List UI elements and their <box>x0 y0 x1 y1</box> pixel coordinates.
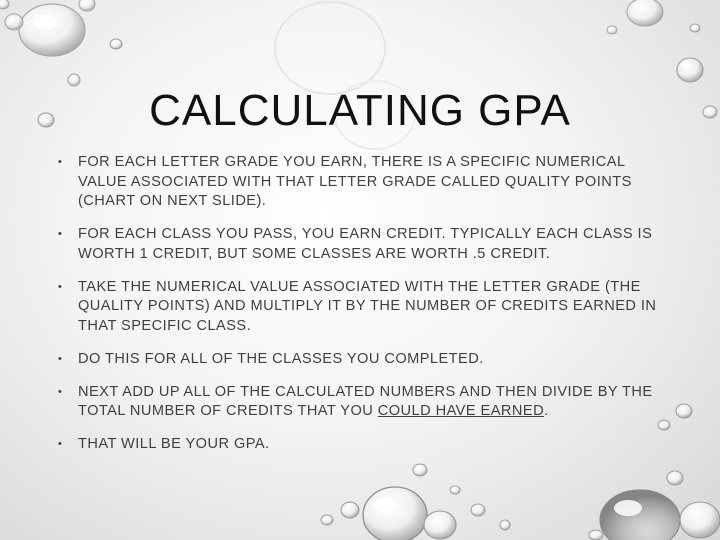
bullet-dot: • <box>58 156 63 168</box>
bullet-item <box>58 153 668 212</box>
drop <box>500 520 510 530</box>
drop <box>5 14 23 30</box>
bullet-item <box>58 225 668 264</box>
drop <box>341 502 359 518</box>
bullet-text: THAT WILL BE YOUR GPA. <box>78 436 270 452</box>
bullet-dot: • <box>58 438 63 450</box>
drop <box>607 26 617 34</box>
bullet-text: TAKE THE NUMERICAL VALUE ASSOCIATED WITH THE LETTER GRADE (THE QUALITY POINTS) AND MULTIPLY IT BY THE NUMBER OF CREDITS EARNED IN THAT SPECIFIC CLASS. <box>78 278 657 334</box>
drop <box>19 4 85 56</box>
drop <box>363 487 427 540</box>
drop <box>677 58 703 82</box>
bullet-dot: • <box>58 280 63 293</box>
bullet-item <box>58 350 668 370</box>
bullet-dot: • <box>58 385 63 398</box>
bullet-list <box>58 153 668 468</box>
drop <box>321 515 333 525</box>
drop <box>424 511 456 539</box>
bullet-item <box>58 383 668 422</box>
bullet-dot: • <box>58 228 63 240</box>
drop <box>79 0 95 11</box>
drop <box>676 404 692 418</box>
bullet-text <box>78 384 653 420</box>
drop <box>667 471 683 485</box>
bullet-text: FOR EACH CLASS YOU PASS, YOU EARN CREDIT. TYPICALLY EACH CLASS IS WORTH 1 CREDIT, BUT SOME CLASSES ARE WORTH .5 CREDIT. <box>78 226 653 262</box>
drop <box>471 504 485 516</box>
bullet-item <box>58 435 668 455</box>
bullet-text: DO THIS FOR ALL OF THE CLASSES YOU COMPLETED. <box>78 350 484 367</box>
bullet-item <box>58 278 668 337</box>
drop <box>680 502 720 538</box>
bullet-dot: • <box>58 352 63 365</box>
slide-title: CALCULATING GPA <box>149 86 571 135</box>
bullet-text-prefix: NEXT ADD UP ALL OF THE CALCULATED NUMBERS AND THEN DIVIDE BY THE TOTAL NUMBER OF CREDITS THAT YOU <box>78 383 653 419</box>
bullet-text: FOR EACH LETTER GRADE YOU EARN, THERE IS A SPECIFIC NUMERICAL VALUE ASSOCIATED WITH THAT LETTER GRADE CALLED QUALITY POINTS (CHART ON NEXT SLIDE). <box>78 154 632 209</box>
drop <box>627 0 663 26</box>
bullet-text-suffix: . <box>544 403 549 419</box>
drop <box>600 490 680 540</box>
underlined-phrase: COULD HAVE EARNED <box>377 403 545 419</box>
drop <box>690 24 700 32</box>
drop <box>589 530 603 540</box>
drop <box>0 0 9 9</box>
drop <box>450 486 460 494</box>
drop <box>110 39 122 49</box>
